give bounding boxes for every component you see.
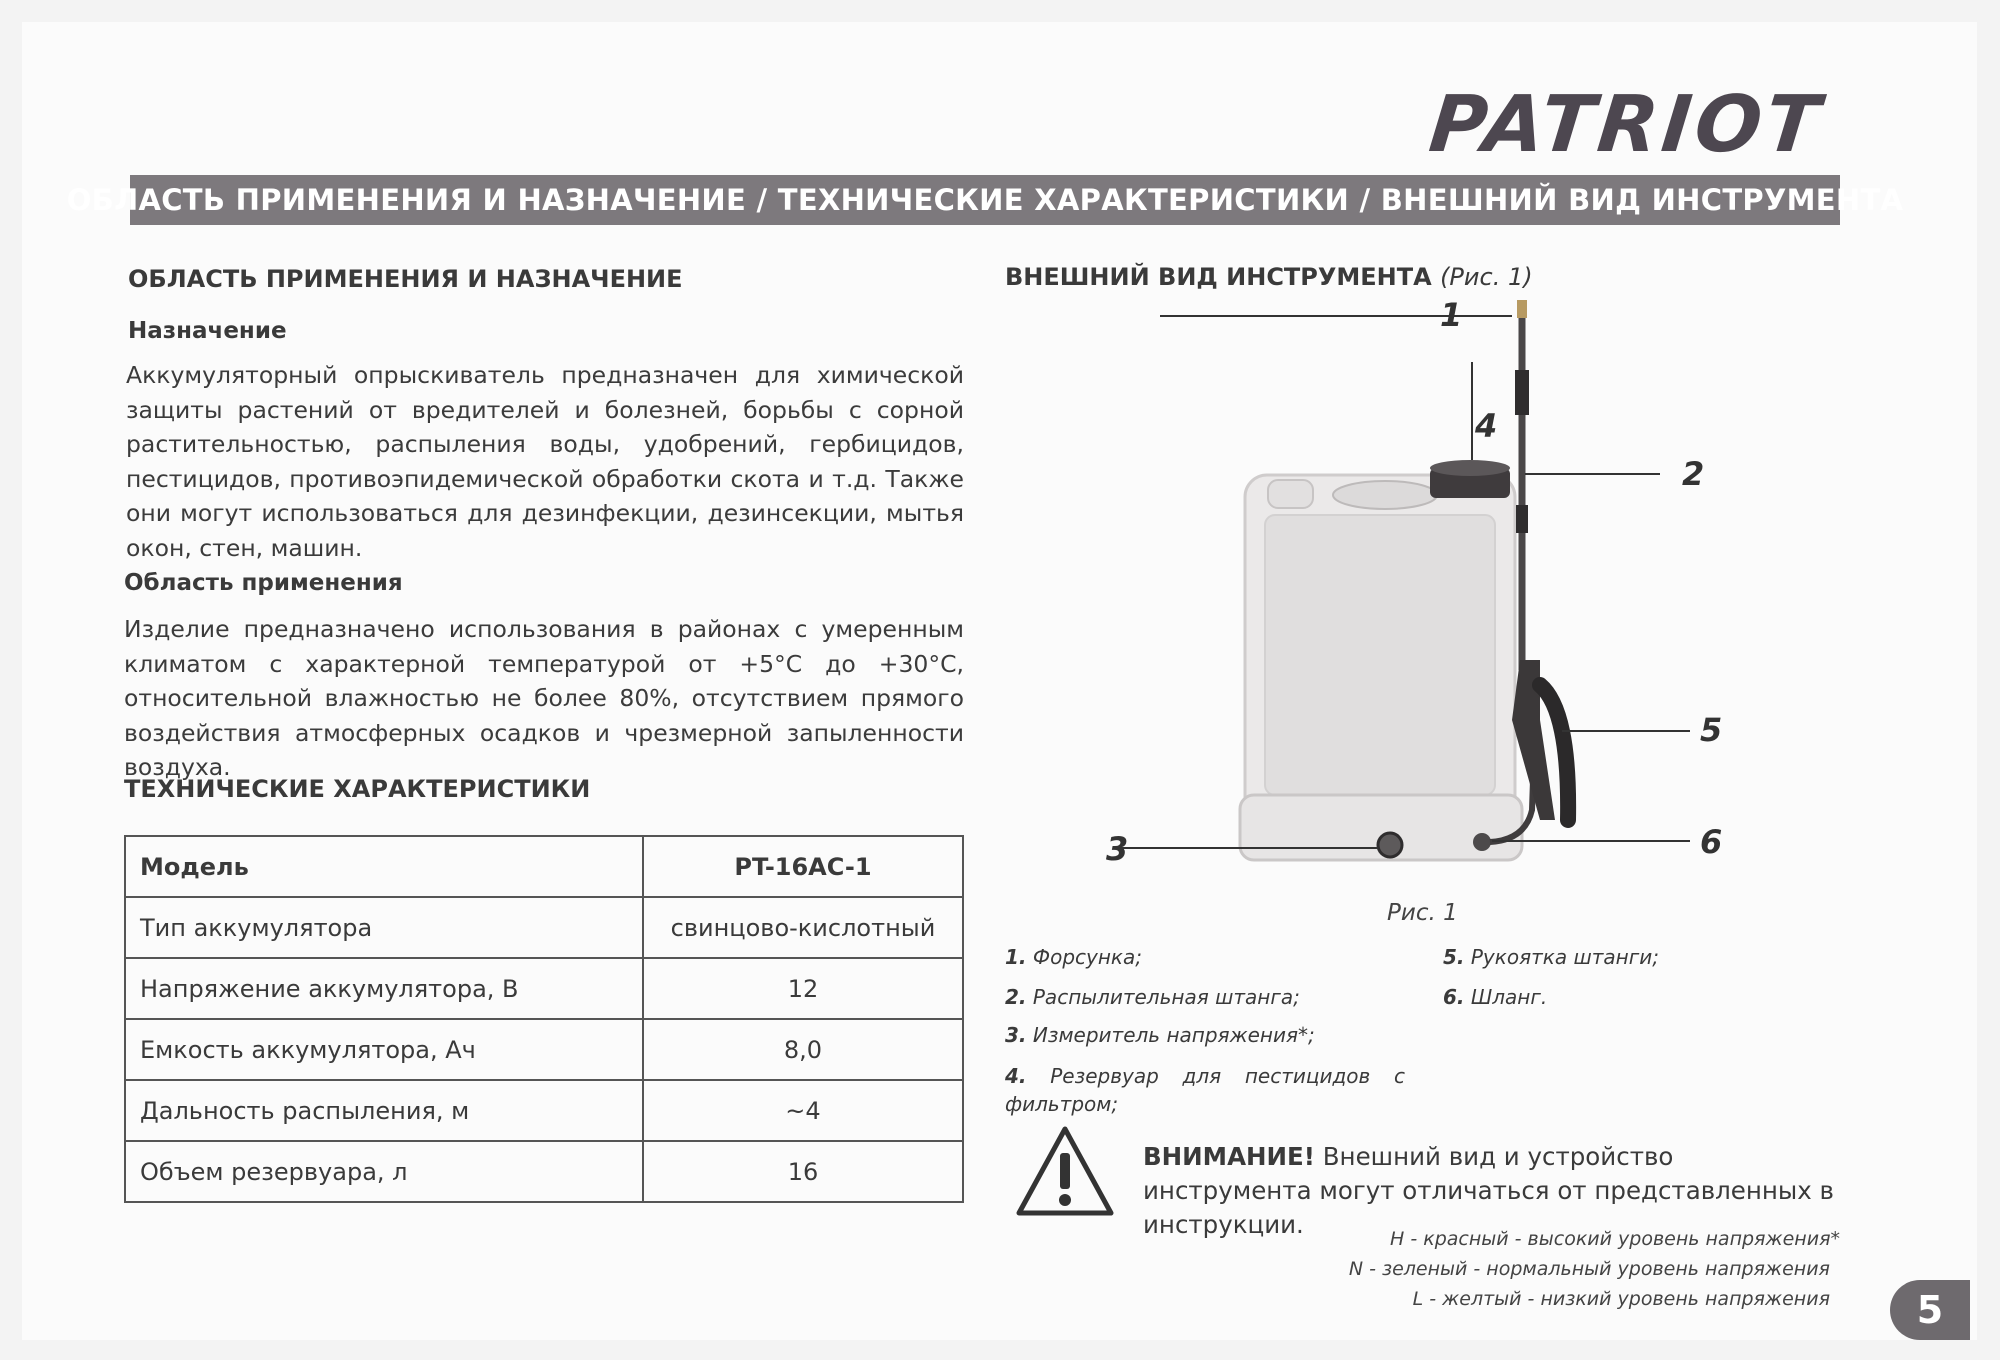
warning-label: ВНИМАНИЕ! xyxy=(1143,1142,1315,1171)
table-row xyxy=(125,1080,963,1141)
table-row xyxy=(125,958,963,1019)
hose-connector xyxy=(1473,833,1491,851)
table-row xyxy=(125,897,963,958)
tank-lid-rim xyxy=(1333,481,1437,509)
figure-reference: (Рис. 1) xyxy=(1440,263,1533,291)
callout-3: 3 xyxy=(1106,830,1129,868)
spec-label: Дальность распыления, м xyxy=(125,1080,643,1141)
callout-2: 2 xyxy=(1682,455,1705,493)
purpose-text: Аккумуляторный опрыскиватель предназначен для химической защиты растений от вредителей и болезней, борьбы с сорной растительностью, распыления воды, удобрений, гербицидов, пестицидов, противоэпидемической обработки скота и т.д. Также они могут использоваться для дезинфекции, дезинсекции, мытья окон, стен, машин. xyxy=(126,361,964,562)
scope-text: Изделие предназначено использования в районах с умеренным климатом с характерной температурой от +5°С до +30°С, относительной влажностью не более 80%, отсутствием прямого воздействия атмосферных осадков и чрезмерной запыленности воздуха. xyxy=(124,615,964,781)
legend-number: 5. xyxy=(1443,945,1465,969)
brand-logo: PATRIOT xyxy=(1425,80,1828,170)
spec-label: Объем резервуара, л xyxy=(125,1141,643,1202)
voltage-note-high: H - красный - высокий уровень напряжения* xyxy=(1390,1228,1840,1250)
filter-cap-top xyxy=(1430,460,1510,476)
legend-item xyxy=(1005,1062,1405,1118)
legend-text: Шланг. xyxy=(1470,985,1548,1009)
section-title: ОБЛАСТЬ ПРИМЕНЕНИЯ И НАЗНАЧЕНИЕ xyxy=(128,265,683,293)
callout-6: 6 xyxy=(1700,823,1723,861)
specs-title: ТЕХНИЧЕСКИЕ ХАРАКТЕРИСТИКИ xyxy=(124,775,591,803)
spec-label: Емкость аккумулятора, Ач xyxy=(125,1019,643,1080)
legend-number: 6. xyxy=(1443,985,1465,1009)
legend-text: Форсунка; xyxy=(1032,945,1143,969)
legend-text: Рукоятка штанги; xyxy=(1470,945,1659,969)
lance-joint xyxy=(1516,505,1528,533)
spec-value: 12 xyxy=(643,958,963,1019)
legend-item xyxy=(1005,1023,1315,1047)
voltage-note-normal: N - зеленый - нормальный уровень напряжения xyxy=(1348,1258,1830,1280)
legend-number: 3. xyxy=(1005,1023,1027,1047)
warning-message xyxy=(1143,1140,1843,1242)
figure-caption: Рис. 1 xyxy=(1387,900,1458,926)
table-row xyxy=(125,1019,963,1080)
tank-handle xyxy=(1268,480,1313,508)
table-row xyxy=(125,836,963,897)
tank-panel xyxy=(1265,515,1495,795)
legend-text: Распылительная штанга; xyxy=(1032,985,1300,1009)
spec-value: PT-16AC-1 xyxy=(643,836,963,897)
callout-4: 4 xyxy=(1475,407,1498,445)
legend-number: 4. xyxy=(1005,1064,1027,1088)
legend-number: 2. xyxy=(1005,985,1027,1009)
purpose-heading: Назначение xyxy=(128,318,287,344)
legend-item xyxy=(1443,945,1659,969)
legend-number: 1. xyxy=(1005,945,1027,969)
warning-text: Внешний вид и устройство инструмента могут отличаться от представленных в инструкции. xyxy=(1143,1142,1834,1239)
lance-joint xyxy=(1515,370,1529,415)
sprayer-illustration xyxy=(1100,300,1700,900)
warning-icon xyxy=(1015,1125,1115,1217)
spec-label: Напряжение аккумулятора, В xyxy=(125,958,643,1019)
legend-text: Измеритель напряжения*; xyxy=(1032,1023,1315,1047)
appearance-title-text: ВНЕШНИЙ ВИД ИНСТРУМЕНТА xyxy=(1005,263,1432,291)
legend-text: Резервуар для пестицидов с фильтром; xyxy=(1005,1064,1405,1116)
spec-label: Модель xyxy=(125,836,643,897)
voltage-note-low: L - желтый - низкий уровень напряжения xyxy=(1412,1288,1830,1310)
spec-value: 16 xyxy=(643,1141,963,1202)
spec-value: 8,0 xyxy=(643,1019,963,1080)
table-row xyxy=(125,1141,963,1202)
spec-value: ~4 xyxy=(643,1080,963,1141)
spec-value: свинцово-кислотный xyxy=(643,897,963,958)
callout-5: 5 xyxy=(1700,711,1723,749)
section-banner: ОБЛАСТЬ ПРИМЕНЕНИЯ И НАЗНАЧЕНИЕ / ТЕХНИЧЕСКИЕ ХАРАКТЕРИСТИКИ / ВНЕШНИЙ ВИД ИНСТРУМЕНТА xyxy=(130,175,1840,225)
scope-heading: Область применения xyxy=(124,570,403,596)
legend-item xyxy=(1443,985,1547,1009)
voltage-meter xyxy=(1378,833,1402,857)
nozzle xyxy=(1517,300,1527,318)
legend-item xyxy=(1005,945,1142,969)
page-number: 5 xyxy=(1890,1280,1970,1340)
appearance-title xyxy=(1005,263,1533,291)
callout-1: 1 xyxy=(1440,296,1463,334)
specs-table xyxy=(124,835,964,1203)
spec-label: Тип аккумулятора xyxy=(125,897,643,958)
legend-item xyxy=(1005,985,1300,1009)
